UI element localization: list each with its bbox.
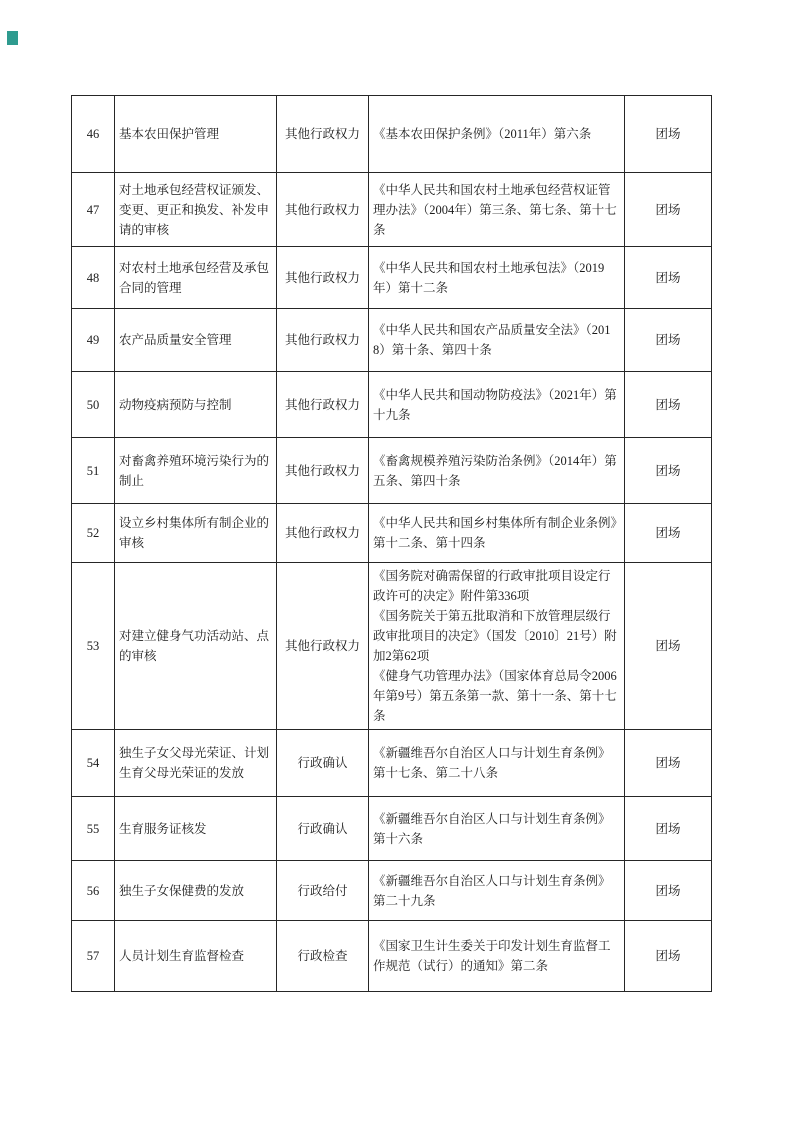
power-type: 其他行政权力 [277,438,369,504]
law-reference: 《新疆维吾尔自治区人口与计划生育条例》第十六条 [373,811,611,846]
table-row [72,438,712,504]
table-row [72,309,712,372]
power-type: 其他行政权力 [277,173,369,247]
row-number: 50 [72,372,115,438]
table-row [72,247,712,309]
implementing-body: 团场 [625,797,712,861]
admin-powers-table [71,95,712,992]
law-reference: 《基本农田保护条例》（2011年）第六条 [373,127,592,141]
implementing-body: 团场 [625,372,712,438]
implementing-body: 团场 [625,730,712,797]
item-name: 动物疫病预防与控制 [115,372,277,438]
item-name: 基本农田保护管理 [115,96,277,173]
table-row [72,372,712,438]
law-reference: 《中华人民共和国农村土地承包经营权证管理办法》（2004年）第三条、第七条、第十七条 [373,182,617,237]
row-number: 54 [72,730,115,797]
table-row [72,730,712,797]
law-reference: 《中华人民共和国农村土地承包法》（2019年）第十二条 [373,260,605,295]
law-reference: 《新疆维吾尔自治区人口与计划生育条例》第十七条、第二十八条 [373,746,611,780]
item-name: 农产品质量安全管理 [115,309,277,372]
legal-basis [369,563,625,730]
implementing-body: 团场 [625,438,712,504]
row-number: 53 [72,563,115,730]
item-name: 对农村土地承包经营及承包合同的管理 [115,247,277,309]
legal-basis [369,309,625,372]
legal-basis [369,921,625,992]
power-type: 其他行政权力 [277,309,369,372]
implementing-body: 团场 [625,563,712,730]
power-type: 行政检查 [277,921,369,992]
law-reference: 《国务院对确需保留的行政审批项目设定行政许可的决定》附件第336项 [373,569,611,603]
item-name: 生育服务证核发 [115,797,277,861]
legal-basis [369,247,625,309]
law-reference: 《畜禽规模养殖污染防治条例》（2014年）第五条、第四十条 [373,453,617,488]
table-row [72,563,712,730]
item-name: 独生子女保健费的发放 [115,861,277,921]
legal-basis [369,861,625,921]
law-reference: 《健身气功管理办法》（国家体育总局令2006年第9号）第五条第一款、第十一条、第十七条 [373,669,617,723]
table-row [72,173,712,247]
implementing-body: 团场 [625,96,712,173]
legal-basis [369,730,625,797]
implementing-body: 团场 [625,247,712,309]
row-number: 46 [72,96,115,173]
implementing-body: 团场 [625,173,712,247]
power-type: 其他行政权力 [277,504,369,563]
item-name: 人员计划生育监督检查 [115,921,277,992]
law-reference: 《中华人民共和国乡村集体所有制企业条例》第十二条、第十四条 [373,516,617,550]
item-name: 对建立健身气功活动站、点的审核 [115,563,277,730]
table-row [72,96,712,173]
row-number: 57 [72,921,115,992]
item-name: 设立乡村集体所有制企业的审核 [115,504,277,563]
law-reference: 《新疆维吾尔自治区人口与计划生育条例》第二十九条 [373,873,611,908]
table-row [72,504,712,563]
law-reference: 《中华人民共和国动物防疫法》（2021年）第十九条 [373,387,617,422]
implementing-body: 团场 [625,504,712,563]
item-name: 对畜禽养殖环境污染行为的制止 [115,438,277,504]
power-type: 其他行政权力 [277,96,369,173]
power-type: 其他行政权力 [277,563,369,730]
implementing-body: 团场 [625,309,712,372]
row-number: 55 [72,797,115,861]
legal-basis [369,797,625,861]
legal-basis [369,173,625,247]
legal-basis [369,438,625,504]
implementing-body: 团场 [625,921,712,992]
row-number: 56 [72,861,115,921]
power-type: 其他行政权力 [277,372,369,438]
item-name: 对土地承包经营权证颁发、变更、更正和换发、补发申请的审核 [115,173,277,247]
table-row [72,861,712,921]
law-reference: 《国家卫生计生委关于印发计划生育监督工作规范（试行）的通知》第二条 [373,939,611,973]
legal-basis [369,372,625,438]
table-row [72,921,712,992]
page-corner-marker [7,31,18,45]
law-reference: 《国务院关于第五批取消和下放管理层级行政审批项目的决定》（国发〔2010〕21号）附加2第62项 [373,609,617,663]
table-row [72,797,712,861]
legal-basis [369,96,625,173]
row-number: 48 [72,247,115,309]
row-number: 51 [72,438,115,504]
implementing-body: 团场 [625,861,712,921]
power-type: 行政给付 [277,861,369,921]
row-number: 47 [72,173,115,247]
power-type: 行政确认 [277,730,369,797]
power-type: 行政确认 [277,797,369,861]
power-type: 其他行政权力 [277,247,369,309]
item-name: 独生子女父母光荣证、计划生育父母光荣证的发放 [115,730,277,797]
row-number: 49 [72,309,115,372]
row-number: 52 [72,504,115,563]
legal-basis [369,504,625,563]
law-reference: 《中华人民共和国农产品质量安全法》（2018）第十条、第四十条 [373,323,611,357]
